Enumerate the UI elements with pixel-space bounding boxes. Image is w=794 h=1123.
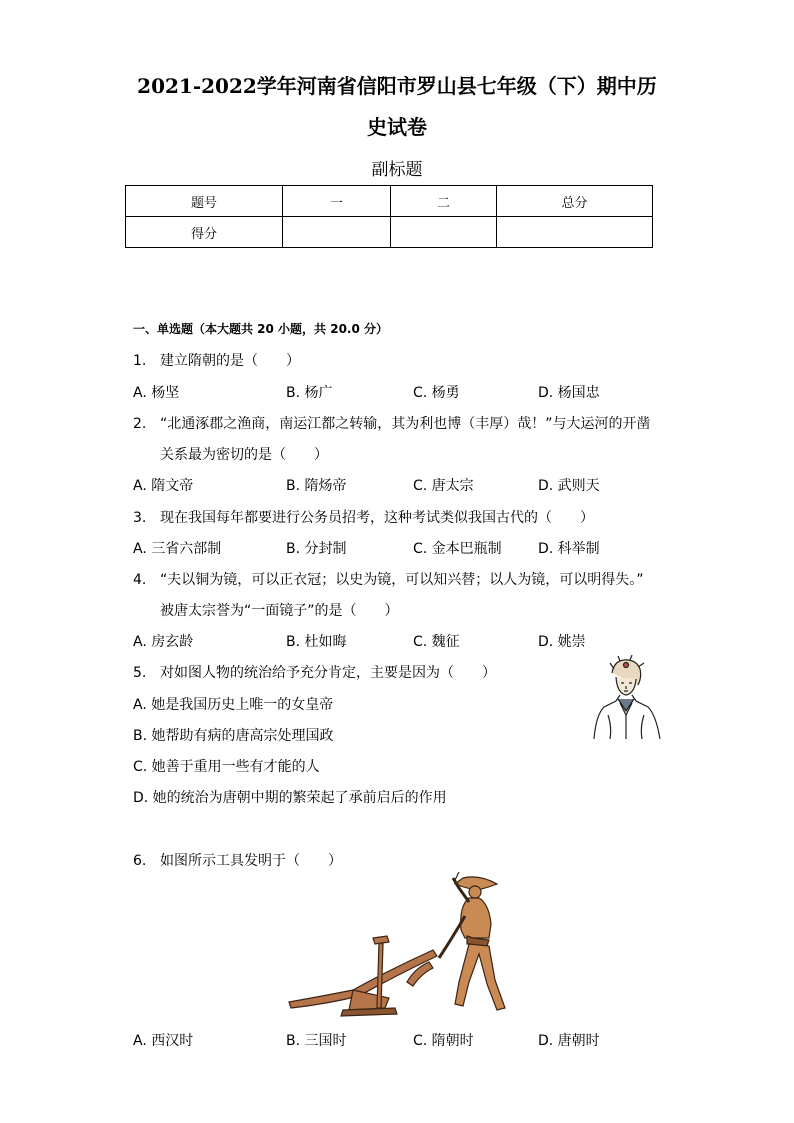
option-a[interactable]: A. 西汉时 — [133, 1033, 194, 1049]
exam-subtitle: 副标题 — [371, 160, 423, 180]
question-text-continued: 被唐太宗誉为“一面镜子”的是（ ） — [160, 603, 399, 619]
option-b[interactable]: B. 隋炀帝 — [286, 478, 347, 494]
question-text-continued: 关系最为密切的是（ ） — [160, 447, 328, 463]
question-number: 4. — [133, 572, 147, 588]
score-table-header-row — [126, 186, 653, 217]
option-c[interactable]: C. 她善于重用一些有才能的人 — [133, 759, 320, 775]
question-1 — [133, 350, 300, 370]
score-cell: 二 — [391, 186, 497, 217]
question-2 — [133, 413, 651, 433]
question-6 — [133, 850, 342, 870]
score-cell[interactable] — [391, 217, 497, 248]
option-a[interactable]: A. 她是我国历史上唯一的女皇帝 — [133, 697, 334, 713]
question-text: 建立隋朝的是（ ） — [160, 353, 300, 369]
question-number: 2. — [133, 416, 147, 432]
option-d[interactable]: D. 唐朝时 — [538, 1033, 600, 1049]
score-cell[interactable] — [283, 217, 391, 248]
question-text: 对如图人物的统治给予充分肯定，主要是因为（ ） — [160, 665, 496, 681]
question-text: 现在我国每年都要进行公务员招考，这种考试类似我国古代的（ ） — [160, 510, 594, 526]
question-5 — [133, 662, 496, 682]
option-c[interactable]: C. 魏征 — [413, 634, 460, 650]
option-a[interactable]: A. 隋文帝 — [133, 478, 194, 494]
curved-plow-image — [283, 872, 513, 1020]
question-text: “夫以铜为镜，可以正衣冠；以史为镜，可以知兴替；以人为镜，可以明得失。” — [160, 572, 644, 588]
exam-title-line2: 史试卷 — [367, 115, 427, 139]
question-number: 5. — [133, 665, 147, 681]
option-d[interactable]: D. 杨国忠 — [538, 385, 600, 401]
option-b[interactable]: B. 三国时 — [286, 1033, 347, 1049]
score-cell: 总分 — [497, 186, 653, 217]
option-a[interactable]: A. 杨坚 — [133, 385, 180, 401]
option-b[interactable]: B. 杨广 — [286, 385, 333, 401]
question-4 — [133, 569, 644, 589]
option-c[interactable]: C. 隋朝时 — [413, 1033, 474, 1049]
question-3 — [133, 507, 594, 527]
option-d[interactable]: D. 姚崇 — [538, 634, 586, 650]
option-c[interactable]: C. 唐太宗 — [413, 478, 474, 494]
score-cell: 得分 — [126, 217, 283, 248]
score-table — [125, 185, 653, 248]
option-c[interactable]: C. 金本巴瓶制 — [413, 541, 502, 557]
score-cell: 题号 — [126, 186, 283, 217]
option-d[interactable]: D. 科举制 — [538, 541, 600, 557]
option-b[interactable]: B. 她帮助有病的唐高宗处理国政 — [133, 728, 334, 744]
option-a[interactable]: A. 三省六部制 — [133, 541, 222, 557]
question-number: 6. — [133, 853, 147, 869]
exam-title-line1: 2021-2022学年河南省信阳市罗山县七年级（下）期中历 — [137, 74, 657, 98]
option-d[interactable]: D. 她的统治为唐朝中期的繁荣起了承前启后的作用 — [133, 790, 447, 806]
option-b[interactable]: B. 杜如晦 — [286, 634, 347, 650]
question-number: 3. — [133, 510, 147, 526]
empress-portrait-image — [590, 655, 662, 740]
score-table-score-row — [126, 217, 653, 248]
option-a[interactable]: A. 房玄龄 — [133, 634, 194, 650]
score-cell[interactable] — [497, 217, 653, 248]
question-number: 1. — [133, 353, 147, 369]
option-c[interactable]: C. 杨勇 — [413, 385, 460, 401]
question-text: “北通涿郡之渔商，南运江都之转输，其为利也博（丰厚）哉！”与大运河的开凿 — [160, 416, 651, 432]
score-cell: 一 — [283, 186, 391, 217]
option-b[interactable]: B. 分封制 — [286, 541, 347, 557]
section-title: 一、单选题（本大题共 20 小题，共 20.0 分） — [133, 322, 389, 336]
option-d[interactable]: D. 武则天 — [538, 478, 600, 494]
question-text: 如图所示工具发明于（ ） — [160, 853, 342, 869]
